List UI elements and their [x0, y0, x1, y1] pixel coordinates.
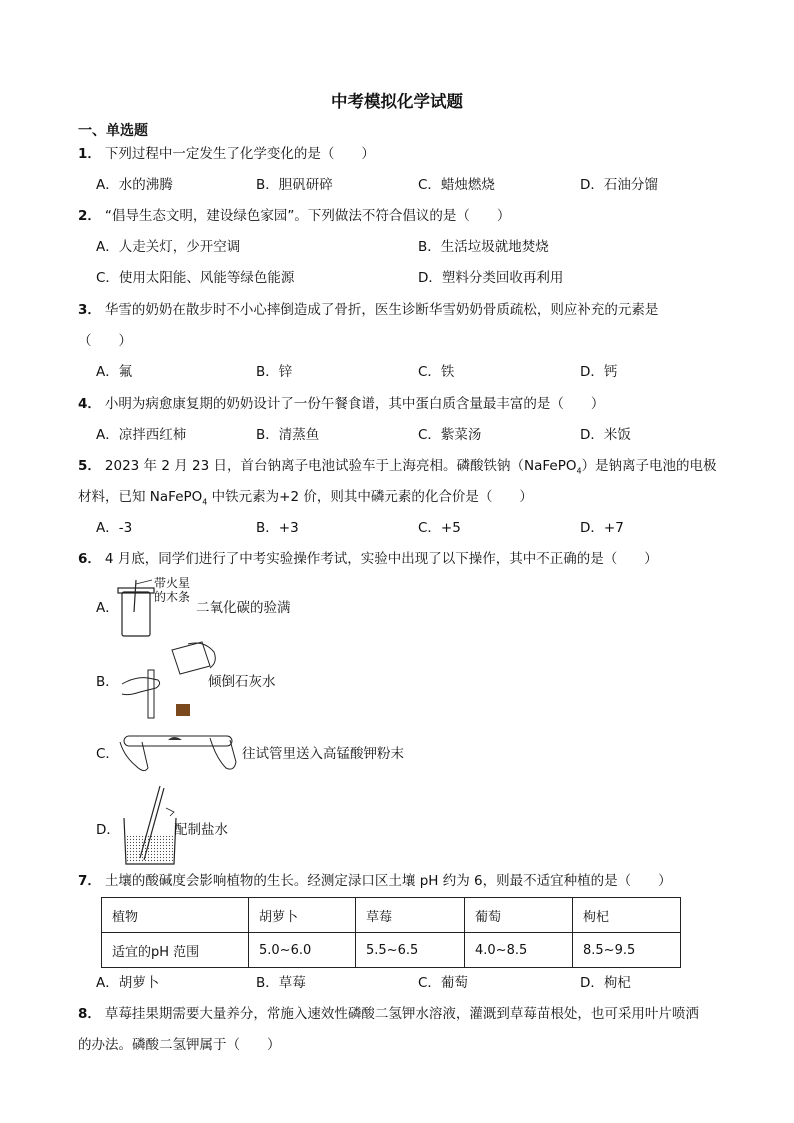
option-a[interactable]: A．胡萝卜 [96, 975, 160, 991]
table-cell: 葡萄 [465, 898, 573, 933]
question-text: 2023 年 2 月 23 日，首台钠离子电池试验车于上海亮相。磷酸铁钠（NaFePO [104, 458, 577, 474]
question-number: 3． [78, 302, 101, 318]
beaker-stir-icon [120, 784, 180, 868]
question-text: 下列过程中一定发生了化学变化的是（ ） [104, 146, 375, 162]
question-text: 草莓挂果期需要大量养分，常施入速效性磷酸二氢钾水溶液，灌溉到草莓苗根处，也可采用叶片喷洒 [104, 1006, 699, 1022]
question-8-line2: 的办法。磷酸二氢钾属于（ ） [78, 1037, 281, 1053]
question-2 [78, 206, 510, 226]
option-b[interactable]: B．+3 [256, 520, 299, 536]
option-c[interactable]: C．铁 [418, 364, 455, 380]
table-cell: 胡萝卜 [249, 898, 356, 933]
option-b-image[interactable] [96, 640, 356, 720]
page-title: 中考模拟化学试题 [331, 92, 463, 111]
table-cell: 5.0~6.0 [249, 933, 356, 968]
question-7 [78, 871, 672, 891]
question-2-options-row2 [96, 268, 736, 288]
option-c[interactable]: C．紫菜汤 [418, 427, 482, 443]
annotation: 带火星 [154, 576, 191, 590]
question-5 [78, 456, 717, 482]
option-b[interactable]: B．清蒸鱼 [256, 427, 320, 443]
question-text: 华雪的奶奶在散步时不小心摔倒造成了骨折，医生诊断华雪奶奶骨质疏松，则应补充的元素是 [104, 302, 659, 318]
question-2-options-row1 [96, 237, 736, 257]
option-d[interactable]: D．+7 [580, 520, 624, 536]
option-label: D． [96, 822, 120, 838]
option-a[interactable]: A．水的沸腾 [96, 177, 173, 193]
table-cell: 枸杞 [573, 898, 681, 933]
ph-range-table [101, 897, 681, 968]
option-d[interactable]: D．塑料分类回收再利用 [418, 270, 564, 286]
option-d[interactable]: D．石油分馏 [580, 177, 658, 193]
option-label: B． [96, 674, 119, 690]
option-a[interactable]: A．-3 [96, 520, 133, 536]
option-d-image[interactable] [96, 784, 316, 868]
question-3 [78, 300, 658, 320]
question-5-options [96, 518, 736, 538]
question-5-line2 [78, 487, 533, 513]
question-4-options [96, 425, 736, 445]
test-tube-powder-icon [118, 722, 238, 782]
option-label: A． [96, 600, 119, 616]
question-8 [78, 1004, 699, 1024]
question-6 [78, 549, 658, 569]
question-text: 土壤的酸碱度会影响植物的生长。经测定渌口区土壤 pH 约为 6，则最不适宜种植的是（ ） [104, 873, 672, 889]
option-caption: 二氧化碳的验满 [196, 600, 291, 616]
option-b[interactable]: B．锌 [256, 364, 293, 380]
question-number: 5． [78, 458, 101, 474]
table-cell: 草莓 [356, 898, 465, 933]
section-heading: 一、单选题 [78, 123, 148, 139]
question-text: “倡导生态文明，建设绿色家园”。下列做法不符合倡议的是（ ） [104, 208, 511, 224]
option-c[interactable]: C．葡萄 [418, 975, 468, 991]
table-row [102, 933, 681, 968]
question-3-options [96, 362, 736, 382]
option-d[interactable]: D．米饭 [580, 427, 631, 443]
option-caption: 往试管里送入高锰酸钾粉末 [242, 746, 404, 762]
option-a-image[interactable] [96, 578, 356, 640]
option-a[interactable]: A．氟 [96, 364, 133, 380]
option-c[interactable]: C．使用太阳能、风能等绿色能源 [96, 270, 295, 286]
option-c[interactable]: C．+5 [418, 520, 461, 536]
option-b[interactable]: B．草莓 [256, 975, 306, 991]
question-number: 4． [78, 396, 101, 412]
subscript: 4 [576, 466, 582, 476]
table-cell: 5.5~6.5 [356, 933, 465, 968]
question-text: 小明为病愈康复期的奶奶设计了一份午餐食谱，其中蛋白质含量最丰富的是（ ） [104, 396, 605, 412]
option-caption: 配制盐水 [174, 822, 228, 838]
question-number: 6． [78, 551, 101, 567]
option-a[interactable]: A．人走关灯，少开空调 [96, 239, 241, 255]
question-text-cont: 中铁元素为+2 价，则其中磷元素的化合价是（ ） [207, 489, 533, 505]
question-1-options [96, 175, 736, 195]
pour-liquid-icon [118, 640, 218, 720]
option-b[interactable]: B．胆矾研碎 [256, 177, 333, 193]
option-c-image[interactable] [96, 722, 436, 784]
question-number: 2． [78, 208, 101, 224]
subscript: 4 [202, 497, 208, 507]
question-4 [78, 394, 604, 414]
question-7-options [96, 973, 736, 993]
option-caption: 倾倒石灰水 [208, 674, 276, 690]
table-header-row [102, 898, 681, 933]
table-cell: 适宜的pH 范围 [102, 933, 249, 968]
question-number: 1． [78, 146, 101, 162]
question-1 [78, 144, 375, 164]
option-c[interactable]: C．蜡烛燃烧 [418, 177, 495, 193]
question-number: 8． [78, 1006, 101, 1022]
table-cell: 植物 [102, 898, 249, 933]
table-cell: 4.0~8.5 [465, 933, 573, 968]
table-cell: 8.5~9.5 [573, 933, 681, 968]
question-text: 材料，已知 NaFePO [78, 489, 203, 505]
option-d[interactable]: D．枸杞 [580, 975, 631, 991]
question-3-line2: （ ） [78, 333, 132, 349]
question-text-cont: ）是钠离子电池的电极 [581, 458, 717, 474]
option-a[interactable]: A．凉拌西红柿 [96, 427, 187, 443]
option-d[interactable]: D．钙 [580, 364, 618, 380]
annotation: 的木条 [154, 590, 191, 604]
question-number: 7． [78, 873, 101, 889]
option-b[interactable]: B．生活垃圾就地焚烧 [418, 239, 549, 255]
option-label: C． [96, 746, 119, 762]
question-text: 4 月底，同学们进行了中考实验操作考试，实验中出现了以下操作，其中不正确的是（ ） [104, 551, 658, 567]
